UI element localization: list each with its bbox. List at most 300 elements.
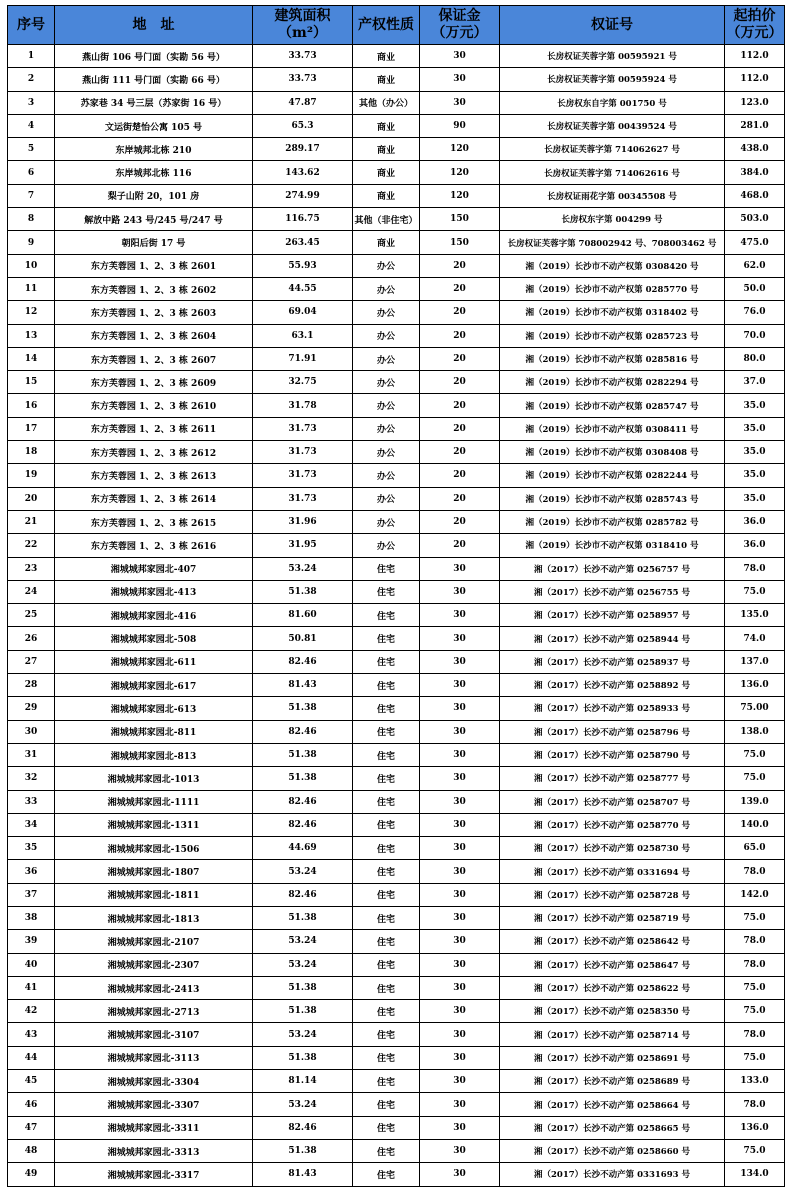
cell-address: 燕山街 111 号门面（实勘 66 号）	[55, 68, 253, 91]
cell-cert: 湘（2017）长沙不动产第 0258350 号	[500, 1000, 725, 1023]
cell-property-type: 住宅	[353, 790, 420, 813]
cell-deposit: 30	[420, 674, 500, 697]
cell-start-price: 75.0	[725, 580, 785, 603]
cell-cert: 湘（2019）长沙市不动产权第 0285723 号	[500, 324, 725, 347]
cell-area: 32.75	[253, 371, 353, 394]
cell-property-type: 住宅	[353, 1070, 420, 1093]
cell-property-type: 住宅	[353, 650, 420, 673]
cell-area: 51.38	[253, 976, 353, 999]
cell-cert: 湘（2019）长沙市不动产权第 0318402 号	[500, 301, 725, 324]
cell-no: 48	[8, 1139, 55, 1162]
cell-address: 湘城城邦家园北-2107	[55, 930, 253, 953]
cell-property-type: 其他（非住宅）	[353, 208, 420, 231]
cell-start-price: 136.0	[725, 674, 785, 697]
table-row	[8, 347, 785, 370]
cell-property-type: 商业	[353, 231, 420, 254]
cell-address: 湘城城邦家园北-611	[55, 650, 253, 673]
cell-address: 湘城城邦家园北-3317	[55, 1163, 253, 1186]
table-row	[8, 68, 785, 91]
table-row	[8, 930, 785, 953]
cell-area: 33.73	[253, 68, 353, 91]
cell-deposit: 30	[420, 837, 500, 860]
cell-area: 143.62	[253, 161, 353, 184]
cell-start-price: 78.0	[725, 953, 785, 976]
cell-address: 湘城城邦家园北-3113	[55, 1046, 253, 1069]
cell-no: 29	[8, 697, 55, 720]
cell-no: 22	[8, 534, 55, 557]
cell-cert: 长房权证芙蓉字第 00595924 号	[500, 68, 725, 91]
cell-start-price: 78.0	[725, 1093, 785, 1116]
cell-start-price: 138.0	[725, 720, 785, 743]
table-row	[8, 1093, 785, 1116]
table-row	[8, 534, 785, 557]
table-row	[8, 91, 785, 114]
cell-property-type: 商业	[353, 68, 420, 91]
table-row	[8, 394, 785, 417]
table-row	[8, 510, 785, 533]
cell-no: 35	[8, 837, 55, 860]
cell-property-type: 办公	[353, 301, 420, 324]
table-row	[8, 604, 785, 627]
header-cert: 权证号	[500, 6, 725, 45]
cell-address: 东方芙蓉园 1、2、3 栋 2602	[55, 277, 253, 300]
table-row	[8, 1046, 785, 1069]
cell-address: 湘城城邦家园北-813	[55, 743, 253, 766]
cell-cert: 湘（2017）长沙不动产第 0258622 号	[500, 976, 725, 999]
header-start-price-unit: （万元）	[726, 25, 783, 41]
cell-area: 82.46	[253, 1116, 353, 1139]
cell-start-price: 75.0	[725, 906, 785, 929]
cell-property-type: 住宅	[353, 1139, 420, 1162]
cell-area: 33.73	[253, 45, 353, 68]
cell-no: 34	[8, 813, 55, 836]
cell-start-price: 75.0	[725, 743, 785, 766]
cell-no: 18	[8, 441, 55, 464]
cell-address: 湘城城邦家园北-3304	[55, 1070, 253, 1093]
cell-start-price: 139.0	[725, 790, 785, 813]
table-row	[8, 813, 785, 836]
cell-deposit: 30	[420, 1163, 500, 1186]
cell-property-type: 住宅	[353, 1000, 420, 1023]
cell-property-type: 住宅	[353, 860, 420, 883]
table-row	[8, 650, 785, 673]
table-row	[8, 1139, 785, 1162]
cell-no: 25	[8, 604, 55, 627]
table-row	[8, 441, 785, 464]
cell-address: 东方芙蓉园 1、2、3 栋 2611	[55, 417, 253, 440]
cell-area: 82.46	[253, 790, 353, 813]
cell-deposit: 30	[420, 906, 500, 929]
table-row	[8, 114, 785, 137]
cell-property-type: 住宅	[353, 837, 420, 860]
cell-deposit: 120	[420, 184, 500, 207]
cell-area: 274.99	[253, 184, 353, 207]
cell-cert: 湘（2019）长沙市不动产权第 0282244 号	[500, 464, 725, 487]
cell-no: 8	[8, 208, 55, 231]
cell-cert: 湘（2017）长沙不动产第 0258933 号	[500, 697, 725, 720]
cell-no: 44	[8, 1046, 55, 1069]
cell-no: 30	[8, 720, 55, 743]
table-row	[8, 184, 785, 207]
table-row	[8, 277, 785, 300]
table-row	[8, 1023, 785, 1046]
cell-start-price: 475.0	[725, 231, 785, 254]
cell-area: 82.46	[253, 813, 353, 836]
header-row	[8, 6, 785, 45]
cell-property-type: 办公	[353, 464, 420, 487]
cell-cert: 湘（2017）长沙不动产第 0258707 号	[500, 790, 725, 813]
cell-start-price: 468.0	[725, 184, 785, 207]
cell-property-type: 住宅	[353, 930, 420, 953]
cell-no: 28	[8, 674, 55, 697]
cell-deposit: 30	[420, 697, 500, 720]
cell-no: 37	[8, 883, 55, 906]
cell-start-price: 65.0	[725, 837, 785, 860]
cell-start-price: 80.0	[725, 347, 785, 370]
cell-start-price: 35.0	[725, 487, 785, 510]
cell-cert: 湘（2017）长沙不动产第 0258796 号	[500, 720, 725, 743]
cell-start-price: 76.0	[725, 301, 785, 324]
table-row	[8, 161, 785, 184]
cell-area: 81.60	[253, 604, 353, 627]
cell-cert: 长房权证芙蓉字第 714062616 号	[500, 161, 725, 184]
cell-no: 24	[8, 580, 55, 603]
cell-area: 69.04	[253, 301, 353, 324]
cell-address: 湘城城邦家园北-2307	[55, 953, 253, 976]
cell-start-price: 75.0	[725, 976, 785, 999]
cell-start-price: 123.0	[725, 91, 785, 114]
cell-deposit: 30	[420, 813, 500, 836]
cell-cert: 湘（2017）长沙不动产第 0258719 号	[500, 906, 725, 929]
cell-address: 湘城城邦家园北-2413	[55, 976, 253, 999]
cell-no: 38	[8, 906, 55, 929]
cell-deposit: 30	[420, 790, 500, 813]
cell-property-type: 办公	[353, 277, 420, 300]
cell-deposit: 20	[420, 324, 500, 347]
cell-property-type: 住宅	[353, 720, 420, 743]
cell-area: 51.38	[253, 1139, 353, 1162]
cell-cert: 湘（2019）长沙市不动产权第 0308420 号	[500, 254, 725, 277]
table-row	[8, 324, 785, 347]
cell-cert: 湘（2017）长沙不动产第 0331694 号	[500, 860, 725, 883]
cell-area: 81.43	[253, 674, 353, 697]
table-row	[8, 720, 785, 743]
cell-deposit: 30	[420, 953, 500, 976]
table-row	[8, 1000, 785, 1023]
cell-property-type: 住宅	[353, 604, 420, 627]
cell-deposit: 20	[420, 347, 500, 370]
cell-start-price: 35.0	[725, 464, 785, 487]
cell-deposit: 30	[420, 627, 500, 650]
cell-property-type: 住宅	[353, 976, 420, 999]
cell-cert: 湘（2017）长沙不动产第 0258770 号	[500, 813, 725, 836]
cell-start-price: 136.0	[725, 1116, 785, 1139]
cell-area: 51.38	[253, 743, 353, 766]
cell-deposit: 30	[420, 91, 500, 114]
cell-start-price: 75.0	[725, 1046, 785, 1069]
cell-start-price: 74.0	[725, 627, 785, 650]
cell-deposit: 20	[420, 371, 500, 394]
cell-property-type: 办公	[353, 254, 420, 277]
cell-cert: 湘（2017）长沙不动产第 0258892 号	[500, 674, 725, 697]
cell-property-type: 住宅	[353, 953, 420, 976]
cell-no: 46	[8, 1093, 55, 1116]
cell-cert: 湘（2017）长沙不动产第 0258728 号	[500, 883, 725, 906]
property-auction-table	[7, 5, 785, 1187]
cell-deposit: 30	[420, 650, 500, 673]
cell-property-type: 住宅	[353, 1023, 420, 1046]
cell-property-type: 办公	[353, 394, 420, 417]
cell-area: 31.78	[253, 394, 353, 417]
cell-property-type: 商业	[353, 138, 420, 161]
header-start-price	[725, 6, 785, 45]
cell-area: 50.81	[253, 627, 353, 650]
cell-cert: 湘（2019）长沙市不动产权第 0318410 号	[500, 534, 725, 557]
cell-area: 31.73	[253, 417, 353, 440]
table-row	[8, 417, 785, 440]
header-deposit-unit: （万元）	[431, 25, 488, 41]
cell-deposit: 30	[420, 720, 500, 743]
cell-address: 朝阳后街 17 号	[55, 231, 253, 254]
header-start-price-label: 起拍价	[733, 8, 776, 24]
table-row	[8, 1163, 785, 1186]
cell-start-price: 62.0	[725, 254, 785, 277]
cell-area: 263.45	[253, 231, 353, 254]
cell-cert: 湘（2017）长沙不动产第 0258642 号	[500, 930, 725, 953]
cell-no: 40	[8, 953, 55, 976]
header-address: 地 址	[55, 6, 253, 45]
table-row	[8, 580, 785, 603]
cell-start-price: 142.0	[725, 883, 785, 906]
cell-area: 51.38	[253, 767, 353, 790]
cell-no: 23	[8, 557, 55, 580]
cell-property-type: 其他（办公）	[353, 91, 420, 114]
cell-no: 3	[8, 91, 55, 114]
table-row	[8, 1070, 785, 1093]
cell-area: 53.24	[253, 1023, 353, 1046]
table-row	[8, 464, 785, 487]
table-row	[8, 860, 785, 883]
cell-no: 42	[8, 1000, 55, 1023]
cell-start-price: 134.0	[725, 1163, 785, 1186]
cell-deposit: 30	[420, 1116, 500, 1139]
cell-deposit: 150	[420, 208, 500, 231]
cell-start-price: 35.0	[725, 394, 785, 417]
cell-no: 4	[8, 114, 55, 137]
cell-start-price: 78.0	[725, 1023, 785, 1046]
cell-area: 53.24	[253, 953, 353, 976]
cell-cert: 长房权证芙蓉字第 708002942 号、708003462 号	[500, 231, 725, 254]
cell-address: 湘城城邦家园北-1013	[55, 767, 253, 790]
cell-cert: 湘（2017）长沙不动产第 0331693 号	[500, 1163, 725, 1186]
cell-no: 16	[8, 394, 55, 417]
table-row	[8, 790, 785, 813]
cell-deposit: 90	[420, 114, 500, 137]
table-row	[8, 254, 785, 277]
cell-cert: 湘（2017）长沙不动产第 0258937 号	[500, 650, 725, 673]
cell-address: 湘城城邦家园北-617	[55, 674, 253, 697]
cell-area: 31.73	[253, 464, 353, 487]
header-area-unit: （m²）	[278, 25, 327, 41]
cell-start-price: 75.0	[725, 767, 785, 790]
cell-start-price: 137.0	[725, 650, 785, 673]
table-row	[8, 138, 785, 161]
cell-cert: 长房权东字第 004299 号	[500, 208, 725, 231]
cell-address: 东方芙蓉园 1、2、3 栋 2614	[55, 487, 253, 510]
cell-property-type: 办公	[353, 441, 420, 464]
table-row	[8, 301, 785, 324]
cell-area: 51.38	[253, 1000, 353, 1023]
cell-deposit: 20	[420, 254, 500, 277]
cell-cert: 长房权证芙蓉字第 00595921 号	[500, 45, 725, 68]
cell-start-price: 50.0	[725, 277, 785, 300]
cell-property-type: 住宅	[353, 697, 420, 720]
table-row	[8, 487, 785, 510]
cell-area: 31.73	[253, 487, 353, 510]
table-row	[8, 371, 785, 394]
cell-property-type: 住宅	[353, 580, 420, 603]
cell-deposit: 30	[420, 68, 500, 91]
cell-cert: 湘（2019）长沙市不动产权第 0308411 号	[500, 417, 725, 440]
cell-property-type: 住宅	[353, 1046, 420, 1069]
table-row	[8, 557, 785, 580]
cell-no: 39	[8, 930, 55, 953]
cell-no: 43	[8, 1023, 55, 1046]
cell-deposit: 20	[420, 510, 500, 533]
cell-cert: 湘（2017）长沙不动产第 0258957 号	[500, 604, 725, 627]
cell-property-type: 办公	[353, 371, 420, 394]
cell-property-type: 住宅	[353, 627, 420, 650]
cell-property-type: 住宅	[353, 1093, 420, 1116]
cell-start-price: 140.0	[725, 813, 785, 836]
cell-address: 湘城城邦家园北-1311	[55, 813, 253, 836]
cell-deposit: 30	[420, 767, 500, 790]
cell-property-type: 住宅	[353, 1116, 420, 1139]
cell-cert: 湘（2019）长沙市不动产权第 0285816 号	[500, 347, 725, 370]
cell-deposit: 30	[420, 883, 500, 906]
header-property-type: 产权性质	[353, 6, 420, 45]
cell-area: 82.46	[253, 883, 353, 906]
cell-cert: 长房权证雨花字第 00345508 号	[500, 184, 725, 207]
cell-area: 51.38	[253, 1046, 353, 1069]
cell-address: 湘城城邦家园北-1811	[55, 883, 253, 906]
cell-deposit: 30	[420, 604, 500, 627]
cell-no: 27	[8, 650, 55, 673]
cell-area: 81.43	[253, 1163, 353, 1186]
cell-deposit: 20	[420, 534, 500, 557]
cell-cert: 湘（2017）长沙不动产第 0258777 号	[500, 767, 725, 790]
cell-deposit: 30	[420, 743, 500, 766]
table-row	[8, 743, 785, 766]
cell-start-price: 75.0	[725, 1000, 785, 1023]
cell-deposit: 20	[420, 301, 500, 324]
cell-cert: 湘（2017）长沙不动产第 0258647 号	[500, 953, 725, 976]
cell-no: 2	[8, 68, 55, 91]
cell-no: 11	[8, 277, 55, 300]
cell-address: 东方芙蓉园 1、2、3 栋 2616	[55, 534, 253, 557]
cell-deposit: 30	[420, 580, 500, 603]
cell-property-type: 住宅	[353, 906, 420, 929]
cell-area: 44.69	[253, 837, 353, 860]
cell-deposit: 20	[420, 417, 500, 440]
cell-start-price: 35.0	[725, 417, 785, 440]
cell-start-price: 75.00	[725, 697, 785, 720]
cell-address: 苏家巷 34 号三层（苏家街 16 号）	[55, 91, 253, 114]
cell-area: 31.95	[253, 534, 353, 557]
cell-address: 湘城城邦家园北-413	[55, 580, 253, 603]
cell-start-price: 438.0	[725, 138, 785, 161]
cell-deposit: 30	[420, 1070, 500, 1093]
cell-property-type: 办公	[353, 347, 420, 370]
table-row	[8, 837, 785, 860]
cell-no: 10	[8, 254, 55, 277]
header-deposit	[420, 6, 500, 45]
cell-area: 65.3	[253, 114, 353, 137]
cell-area: 31.96	[253, 510, 353, 533]
cell-start-price: 78.0	[725, 557, 785, 580]
cell-address: 湘城城邦家园北-508	[55, 627, 253, 650]
cell-no: 45	[8, 1070, 55, 1093]
cell-no: 31	[8, 743, 55, 766]
cell-start-price: 36.0	[725, 510, 785, 533]
cell-cert: 湘（2017）长沙不动产第 0258714 号	[500, 1023, 725, 1046]
cell-property-type: 住宅	[353, 883, 420, 906]
cell-cert: 湘（2019）长沙市不动产权第 0285770 号	[500, 277, 725, 300]
cell-area: 116.75	[253, 208, 353, 231]
cell-deposit: 30	[420, 1000, 500, 1023]
cell-cert: 湘（2017）长沙不动产第 0258730 号	[500, 837, 725, 860]
header-deposit-label: 保证金	[438, 8, 481, 24]
cell-start-price: 281.0	[725, 114, 785, 137]
cell-address: 东方芙蓉园 1、2、3 栋 2601	[55, 254, 253, 277]
cell-no: 13	[8, 324, 55, 347]
cell-no: 36	[8, 860, 55, 883]
cell-property-type: 办公	[353, 417, 420, 440]
cell-start-price: 135.0	[725, 604, 785, 627]
cell-cert: 湘（2017）长沙不动产第 0258660 号	[500, 1139, 725, 1162]
cell-no: 9	[8, 231, 55, 254]
cell-no: 33	[8, 790, 55, 813]
cell-start-price: 78.0	[725, 860, 785, 883]
header-area	[253, 6, 353, 45]
cell-no: 41	[8, 976, 55, 999]
table-row	[8, 231, 785, 254]
cell-cert: 湘（2019）长沙市不动产权第 0285743 号	[500, 487, 725, 510]
cell-property-type: 住宅	[353, 1163, 420, 1186]
cell-deposit: 150	[420, 231, 500, 254]
cell-cert: 湘（2017）长沙不动产第 0258790 号	[500, 743, 725, 766]
cell-no: 19	[8, 464, 55, 487]
table-row	[8, 1116, 785, 1139]
cell-area: 53.24	[253, 930, 353, 953]
cell-cert: 湘（2019）长沙市不动产权第 0282294 号	[500, 371, 725, 394]
cell-address: 东方芙蓉园 1、2、3 栋 2613	[55, 464, 253, 487]
cell-property-type: 商业	[353, 114, 420, 137]
cell-start-price: 503.0	[725, 208, 785, 231]
cell-address: 东方芙蓉园 1、2、3 栋 2609	[55, 371, 253, 394]
cell-address: 湘城城邦家园北-613	[55, 697, 253, 720]
cell-address: 湘城城邦家园北-3107	[55, 1023, 253, 1046]
cell-property-type: 商业	[353, 45, 420, 68]
cell-start-price: 36.0	[725, 534, 785, 557]
cell-address: 湘城城邦家园北-811	[55, 720, 253, 743]
cell-no: 21	[8, 510, 55, 533]
cell-address: 解放中路 243 号/245 号/247 号	[55, 208, 253, 231]
cell-no: 12	[8, 301, 55, 324]
cell-deposit: 20	[420, 394, 500, 417]
cell-area: 51.38	[253, 906, 353, 929]
cell-address: 东方芙蓉园 1、2、3 栋 2604	[55, 324, 253, 347]
